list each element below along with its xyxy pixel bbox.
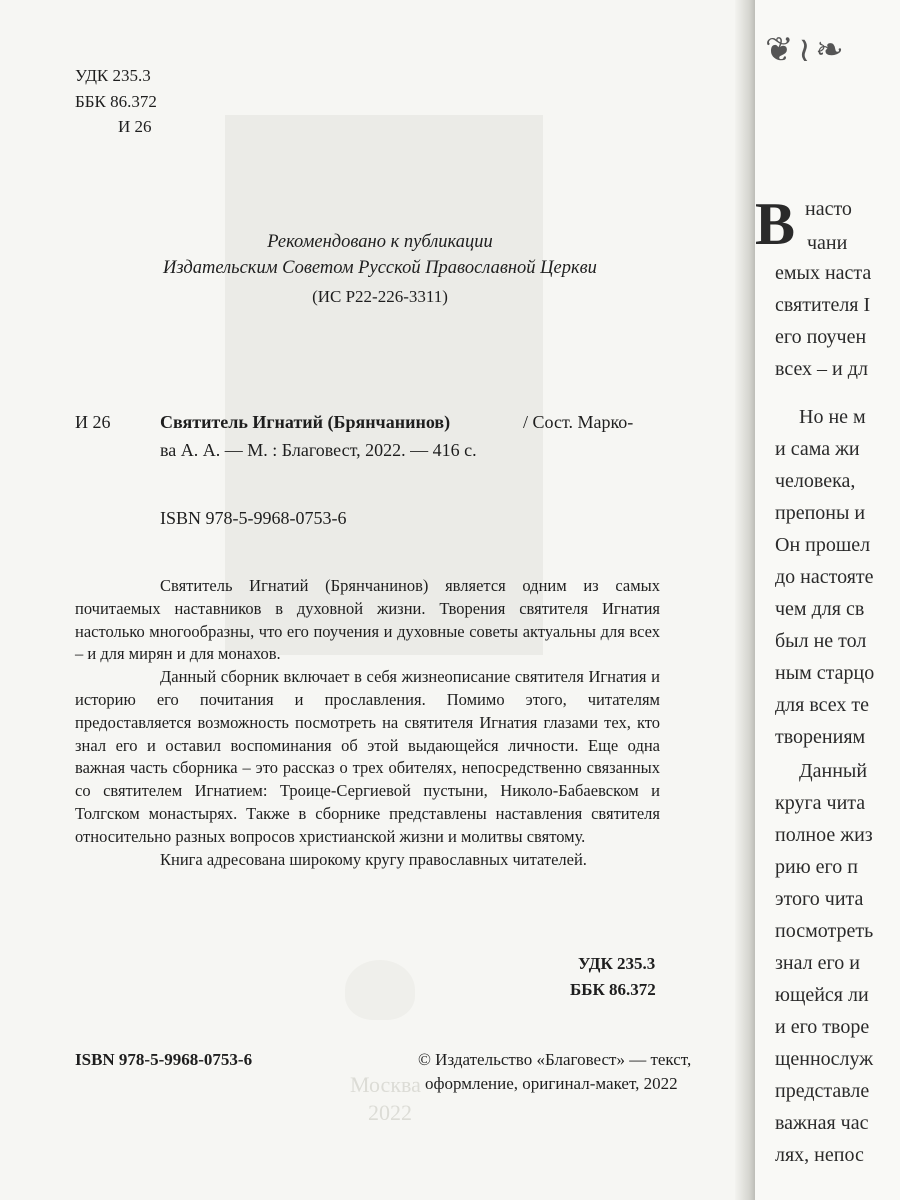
book-gutter bbox=[735, 0, 755, 1200]
right-page-line: всех – и дл bbox=[775, 358, 868, 380]
right-page-line: творениям bbox=[775, 726, 866, 748]
right-page-line: рию его п bbox=[775, 856, 858, 878]
right-page-line: чани bbox=[807, 232, 848, 254]
right-page-line: ным старцо bbox=[775, 662, 875, 684]
right-page-line: полное жиз bbox=[775, 824, 873, 846]
right-page-line: Но не м bbox=[799, 406, 866, 428]
right-page-line: знал его и bbox=[775, 952, 860, 974]
copyright-line: © Издательство «Благовест» — текст, bbox=[418, 1050, 692, 1069]
is-code: (ИС Р22-226-3311) bbox=[312, 287, 448, 306]
right-page-line: и сама жи bbox=[775, 438, 860, 460]
bleed-through-logo bbox=[345, 960, 415, 1020]
right-page-line: Данный bbox=[799, 760, 868, 782]
bleed-through-text: 2022 bbox=[368, 1100, 412, 1125]
annotation-paragraph: Святитель Игнатий (Брянчанинов) является одним из самых почитаемых наставников в духовной жизни. Творения святителя Игнатия настолько многообразны, что его поучения и духовные советы актуальны для всех – и для мирян и для монахов. bbox=[75, 576, 660, 664]
drop-cap: В bbox=[755, 191, 796, 257]
udk-code-bottom: УДК 235.3 bbox=[578, 954, 656, 973]
right-page-line: щенноcлуж bbox=[775, 1048, 874, 1070]
isbn-bottom: ISBN 978-5-9968-0753-6 bbox=[75, 1050, 253, 1069]
right-page-line: посмотреть bbox=[775, 920, 874, 942]
biblio-text: ва А. А. — М. : Благовест, 2022. — 416 с. bbox=[160, 440, 477, 460]
right-page-line: важная час bbox=[775, 1112, 869, 1134]
recommendation-line: Рекомендовано к публикации bbox=[267, 232, 493, 252]
bleed-through-image bbox=[225, 115, 543, 655]
right-page-line: до настояте bbox=[775, 566, 874, 588]
bleed-through-text: Москва bbox=[350, 1072, 421, 1097]
right-page-line: представле bbox=[775, 1080, 870, 1102]
right-page-line: святителя І bbox=[775, 294, 871, 316]
bbk-code-bottom: ББК 86.372 bbox=[570, 980, 656, 999]
annotation bbox=[75, 575, 660, 871]
biblio-text: / Сост. Марко- bbox=[523, 412, 634, 432]
right-page bbox=[755, 0, 900, 1200]
author-mark: И 26 bbox=[118, 117, 152, 136]
copyright-line: оформление, оригинал-макет, 2022 bbox=[425, 1074, 678, 1093]
right-page-line: его поучен bbox=[775, 326, 867, 348]
ornament-icon: ❦ ≀ ❧ bbox=[765, 32, 842, 69]
right-page-line: препоны и bbox=[775, 502, 866, 524]
annotation-paragraph: Данный сборник включает в себя жизнеописание святителя Игнатия и историю его почитания и прославления. Помимо этого, читателям предоставляется возможность посмотреть на святителя Игнатия глазами тех, кто знал его и оставил воспоминания об этой выдающейся личности. Еще одна важная часть сборника – это рассказ о трех обителях, непосредственно связанных со святителем Игнатием: Троице-Сергиевой пустыни, Николо-Бабаевском и Толгском монастырях. Также в сборнике представлены наставления святителя относительно разных вопросов христианской жизни и молитвы святому. bbox=[75, 667, 660, 846]
right-page-line: и его творе bbox=[775, 1016, 870, 1038]
right-page-line: Он прошел bbox=[775, 534, 871, 556]
right-page-line: насто bbox=[805, 198, 852, 220]
right-page-line: ющейся ли bbox=[775, 984, 869, 1006]
right-page-line: этого чита bbox=[775, 888, 864, 910]
right-page-line: круга чита bbox=[775, 792, 866, 814]
right-page-line: для всех те bbox=[775, 694, 870, 716]
right-page-line: емых наста bbox=[775, 262, 872, 284]
right-page-line: лях, непос bbox=[775, 1144, 864, 1166]
udk-code: УДК 235.3 bbox=[75, 66, 151, 85]
right-page-line: человека, bbox=[775, 470, 856, 492]
biblio-author: Святитель Игнатий (Брянчанинов) bbox=[160, 412, 451, 432]
catalog-index: И 26 bbox=[75, 412, 111, 432]
bbk-code: ББК 86.372 bbox=[75, 92, 157, 111]
right-page-line: чем для св bbox=[775, 598, 865, 620]
isbn: ISBN 978-5-9968-0753-6 bbox=[160, 508, 347, 528]
right-page-line: был не тол bbox=[775, 630, 867, 652]
recommendation-line: Издательским Советом Русской Православной Церкви bbox=[163, 258, 597, 278]
annotation-paragraph: Книга адресована широкому кругу православных читателей. bbox=[160, 849, 587, 869]
